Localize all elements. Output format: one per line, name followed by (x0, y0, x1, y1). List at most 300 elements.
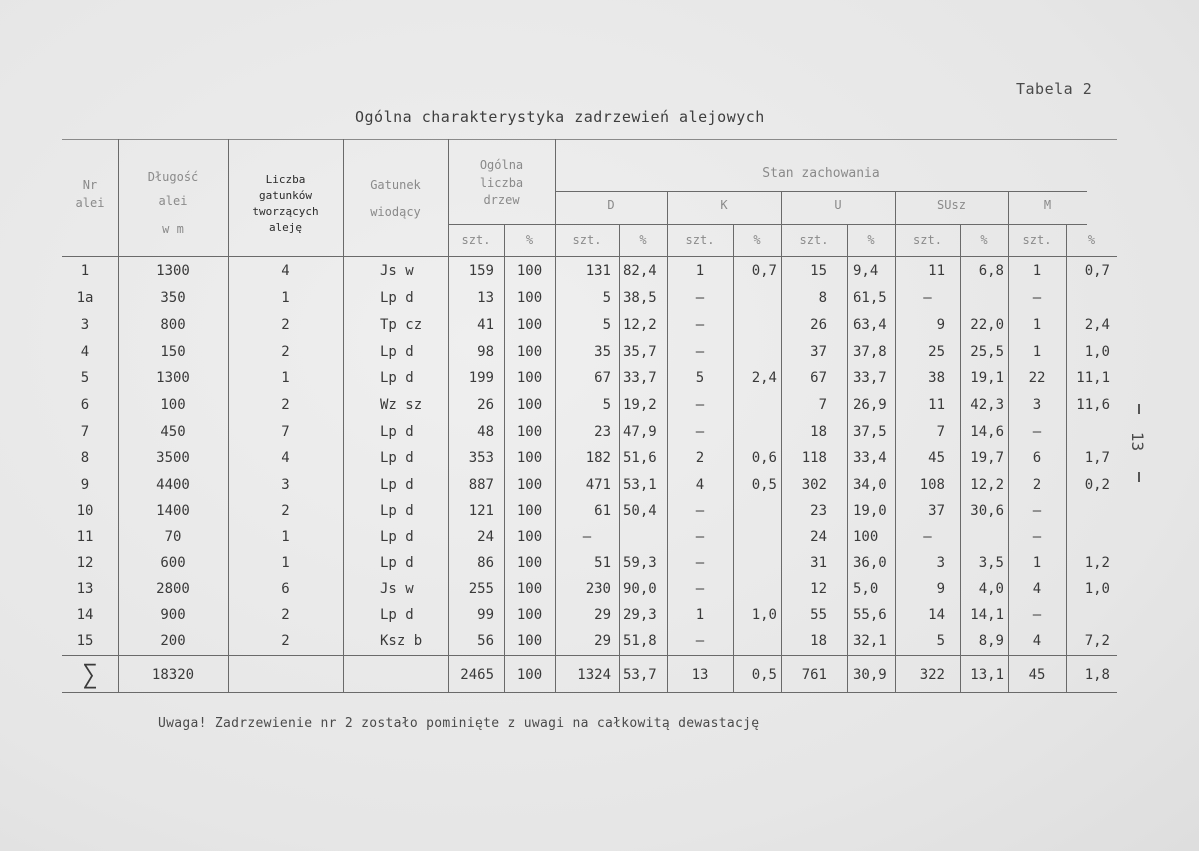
cell-susz-pct: 6,8 (978, 263, 1004, 279)
cell-nr: 1 (80, 263, 90, 279)
cell-nr: 10 (76, 503, 94, 519)
cell-u-pct: 33,4 (853, 450, 887, 466)
cell-total-pct: 100 (516, 477, 543, 493)
table-row (62, 339, 1117, 365)
cell-species-count: 4 (281, 263, 290, 279)
cell-susz-pct: 3,5 (978, 555, 1004, 571)
header-unit-szt: szt. (1022, 233, 1052, 247)
cell-total-pct: 100 (516, 555, 543, 571)
cell-total-count: 99 (477, 607, 494, 623)
header-unit-pct: % (867, 233, 875, 247)
cell-m-count: 6 (1032, 450, 1042, 466)
cell-u-pct: 34,0 (853, 477, 887, 493)
table-row (62, 365, 1117, 391)
cell-k-count: – (695, 397, 705, 413)
table-row (62, 498, 1117, 524)
cell-leading-species: Lp d (380, 555, 414, 571)
cell-u-pct: 36,0 (853, 555, 887, 571)
cell-total-pct: 100 (516, 290, 543, 306)
table-row (62, 285, 1117, 311)
cell-species-count: 2 (281, 633, 290, 649)
cell-leading-species: Lp d (380, 450, 414, 466)
cell-d-pct: 59,3 (623, 555, 657, 571)
cell-leading-species: Lp d (380, 607, 414, 623)
cell-leading-species: Tp cz (380, 317, 423, 333)
cell-species-count (228, 662, 343, 688)
cell-species-count: 2 (281, 607, 290, 623)
cell-total-count: 56 (477, 633, 494, 649)
page-number-dash (1138, 404, 1140, 414)
cell-m-count: 45 (1028, 667, 1046, 683)
cell-total-pct: 100 (516, 263, 543, 279)
cell-d-pct: 82,4 (623, 263, 657, 279)
cell-leading-species: Lp d (380, 477, 414, 493)
cell-m-pct: 1,0 (1084, 344, 1110, 360)
cell-total-pct: 100 (516, 529, 543, 545)
cell-susz-count: 9 (936, 317, 945, 333)
cell-length: 900 (160, 607, 186, 623)
table-row (62, 445, 1117, 471)
cell-d-count: 51 (594, 555, 611, 571)
cell-u-pct: 19,0 (853, 503, 887, 519)
cell-total-pct: 100 (516, 424, 543, 440)
cell-length: 18320 (151, 667, 195, 683)
cell-total-pct: 100 (516, 397, 543, 413)
cell-k-pct (733, 628, 777, 654)
cell-k-count: – (695, 555, 705, 571)
cell-m-count: 4 (1032, 581, 1042, 597)
cell-total-pct: 100 (516, 344, 543, 360)
cell-u-pct: 37,8 (853, 344, 887, 360)
cell-d-count: – (582, 529, 592, 545)
cell-length: 4400 (156, 477, 190, 493)
cell-susz-pct: 8,9 (978, 633, 1004, 649)
cell-susz-pct: 22,0 (970, 317, 1004, 333)
cell-total-pct: 100 (516, 607, 543, 623)
cell-susz-pct: 14,6 (970, 424, 1004, 440)
cell-susz-pct: 30,6 (970, 503, 1004, 519)
cell-k-pct (733, 576, 777, 602)
cell-species-count: 1 (281, 555, 290, 571)
cell-k-count: – (695, 317, 705, 333)
header-unit-pct: % (980, 233, 988, 247)
cell-total-count: 199 (468, 370, 494, 386)
cell-u-count: 37 (810, 344, 827, 360)
cell-leading-species: Lp d (380, 290, 414, 306)
cell-m-count: – (1032, 607, 1042, 623)
table-row (62, 550, 1117, 576)
cell-u-count: 18 (810, 424, 827, 440)
cell-k-pct (733, 550, 777, 576)
cell-susz-pct (960, 524, 1004, 550)
cell-total-pct: 100 (516, 633, 543, 649)
header-unit-pct: % (753, 233, 761, 247)
cell-k-pct (733, 419, 777, 445)
cell-d-count: 5 (602, 397, 611, 413)
cell-d-pct: 29,3 (623, 607, 657, 623)
cell-length: 1300 (156, 370, 190, 386)
cell-species-count: 1 (281, 529, 290, 545)
cell-m-pct: 0,7 (1084, 263, 1110, 279)
table-row (62, 576, 1117, 602)
cell-d-count: 471 (585, 477, 611, 493)
cell-d-pct: 51,8 (623, 633, 657, 649)
cell-leading-species: Wz sz (380, 397, 423, 413)
cell-susz-count: – (923, 290, 932, 306)
table-row (62, 628, 1117, 654)
cell-leading-species: Lp d (380, 529, 414, 545)
cell-k-count: 2 (695, 450, 705, 466)
cell-k-count: – (695, 529, 705, 545)
cell-d-pct: 47,9 (623, 424, 657, 440)
cell-u-pct: 33,7 (853, 370, 887, 386)
cell-m-count: – (1032, 424, 1042, 440)
cell-total-count: 48 (477, 424, 494, 440)
cell-species-count: 2 (281, 503, 290, 519)
cell-d-pct: 53,7 (623, 667, 657, 683)
cell-d-count: 1324 (577, 667, 611, 683)
cell-u-pct: 30,9 (853, 667, 887, 683)
cell-k-count: 1 (695, 607, 705, 623)
header-condition-d: D (607, 198, 615, 212)
cell-u-pct: 5,0 (853, 581, 879, 597)
header-condition-k: K (720, 198, 728, 212)
header-length-unit: w m (162, 222, 184, 236)
table-row (62, 392, 1117, 418)
table-total-row (62, 662, 1117, 688)
cell-k-pct (733, 498, 777, 524)
header-leading-species: Gatunek (370, 178, 421, 192)
header-unit-pct: % (1087, 233, 1096, 247)
cell-length: 100 (160, 397, 186, 413)
cell-u-count: 15 (810, 263, 827, 279)
cell-m-count: 3 (1032, 397, 1042, 413)
cell-u-pct: 63,4 (853, 317, 887, 333)
footnote: Uwaga! Zadrzewienie nr 2 zostało pominięte z uwagi na całkowitą dewastację (158, 716, 760, 731)
cell-k-count: – (695, 581, 705, 597)
cell-total-count: 121 (468, 503, 494, 519)
cell-susz-count: 108 (919, 477, 945, 493)
cell-length: 350 (160, 290, 186, 306)
cell-k-pct: 2,4 (751, 370, 777, 386)
cell-total-count: 887 (468, 477, 494, 493)
cell-k-count: – (695, 503, 705, 519)
cell-u-pct: 61,5 (853, 290, 887, 306)
cell-u-pct: 100 (853, 529, 879, 545)
header-condition: Stan zachowania (762, 166, 880, 181)
cell-u-pct: 9,4 (853, 263, 879, 279)
cell-total-pct: 100 (516, 450, 543, 466)
cell-leading-species: Lp d (380, 344, 414, 360)
cell-nr: 4 (80, 344, 90, 360)
cell-k-pct (733, 339, 777, 365)
cell-k-pct (733, 312, 777, 338)
cell-total-count: 13 (477, 290, 494, 306)
cell-leading-species: Lp d (380, 424, 414, 440)
cell-length: 2800 (156, 581, 190, 597)
cell-total-count: 41 (477, 317, 494, 333)
cell-total-count: 353 (468, 450, 494, 466)
table-row (62, 602, 1117, 628)
header-unit-szt: szt. (685, 233, 715, 247)
header-total-trees: Ogólna (479, 158, 524, 172)
header-species-count-line3: tworzących (252, 205, 319, 218)
cell-k-count: 1 (695, 263, 705, 279)
cell-d-pct: 90,0 (623, 581, 657, 597)
cell-u-count: 761 (801, 667, 827, 683)
cell-susz-pct: 12,2 (970, 477, 1004, 493)
cell-nr: 13 (76, 581, 94, 597)
table-row (62, 419, 1117, 445)
cell-k-pct: 0,7 (751, 263, 777, 279)
cell-susz-pct: 25,5 (970, 344, 1004, 360)
cell-d-count: 5 (602, 317, 611, 333)
header-condition-susz: SUsz (937, 198, 966, 212)
cell-total-count: 159 (468, 263, 494, 279)
cell-k-pct (733, 285, 777, 311)
cell-m-count: 22 (1028, 370, 1046, 386)
cell-m-count: 2 (1032, 477, 1042, 493)
cell-m-pct: 1,2 (1084, 555, 1110, 571)
cell-d-count: 35 (594, 344, 611, 360)
cell-u-count: 18 (810, 633, 827, 649)
cell-nr: 9 (80, 477, 90, 493)
cell-nr: 11 (76, 529, 94, 545)
cell-susz-pct: 14,1 (970, 607, 1004, 623)
cell-d-count: 131 (585, 263, 611, 279)
cell-length: 1300 (156, 263, 190, 279)
cell-d-count: 230 (585, 581, 611, 597)
cell-nr: 14 (76, 607, 94, 623)
cell-nr: 15 (76, 633, 94, 649)
cell-length: 200 (160, 633, 186, 649)
cell-susz-count: 14 (928, 607, 945, 623)
cell-d-count: 5 (602, 290, 611, 306)
cell-u-pct: 37,5 (853, 424, 887, 440)
cell-susz-pct: 19,1 (970, 370, 1004, 386)
cell-d-pct: 53,1 (623, 477, 657, 493)
cell-susz-count: 3 (936, 555, 945, 571)
cell-u-count: 12 (810, 581, 827, 597)
header-nr: Nr (82, 178, 98, 192)
cell-d-pct: 12,2 (623, 317, 657, 333)
cell-m-pct: 11,6 (1076, 397, 1110, 413)
cell-m-pct (1066, 524, 1110, 550)
header-leading-species-line2: wiodący (370, 205, 421, 219)
cell-k-pct: 0,6 (751, 450, 777, 466)
cell-m-pct: 1,7 (1084, 450, 1110, 466)
table-label: Tabela 2 (1016, 80, 1093, 98)
cell-nr: 6 (80, 397, 90, 413)
cell-u-count: 67 (810, 370, 827, 386)
cell-d-pct: 19,2 (623, 397, 657, 413)
cell-length: 800 (160, 317, 186, 333)
cell-species-count: 6 (281, 581, 290, 597)
cell-susz-count: 37 (928, 503, 945, 519)
cell-u-count: 26 (810, 317, 827, 333)
cell-k-count: 4 (695, 477, 705, 493)
cell-u-count: 23 (810, 503, 827, 519)
cell-u-pct: 32,1 (853, 633, 887, 649)
cell-susz-count: 45 (928, 450, 945, 466)
page-number-dash (1138, 472, 1140, 482)
table-row (62, 312, 1117, 338)
cell-total-pct: 100 (516, 667, 543, 683)
cell-k-count: 5 (695, 370, 705, 386)
table-title: Ogólna charakterystyka zadrzewień alejowych (355, 108, 765, 126)
cell-nr: 3 (80, 317, 90, 333)
cell-susz-count: 7 (936, 424, 945, 440)
cell-d-pct: 33,7 (623, 370, 657, 386)
cell-total-pct: 100 (516, 317, 543, 333)
cell-k-pct (733, 524, 777, 550)
cell-leading-species (380, 662, 448, 688)
cell-susz-pct: 19,7 (970, 450, 1004, 466)
cell-leading-species: Js w (380, 263, 414, 279)
cell-m-count: – (1032, 529, 1042, 545)
header-nr-line2: alei (75, 196, 105, 210)
cell-length: 70 (164, 529, 182, 545)
cell-m-count: – (1032, 290, 1042, 306)
cell-susz-pct: 13,1 (970, 667, 1004, 683)
cell-nr: 1a (76, 290, 94, 306)
cell-m-pct (1066, 419, 1110, 445)
header-condition-m: M (1043, 198, 1052, 212)
cell-total-count: 2465 (460, 667, 494, 683)
cell-total-count: 98 (477, 344, 494, 360)
cell-k-count: – (695, 633, 705, 649)
cell-leading-species: Lp d (380, 370, 414, 386)
cell-d-count: 61 (594, 503, 611, 519)
cell-nr: 5 (80, 370, 90, 386)
cell-susz-count: 5 (936, 633, 945, 649)
cell-d-count: 182 (585, 450, 611, 466)
cell-susz-pct (960, 285, 1004, 311)
table-row (62, 472, 1117, 498)
header-unit-pct: % (639, 233, 647, 247)
cell-total-pct: 100 (516, 370, 543, 386)
cell-susz-count: – (923, 529, 932, 545)
cell-species-count: 1 (281, 370, 290, 386)
cell-susz-count: 25 (928, 344, 945, 360)
cell-total-count: 86 (477, 555, 494, 571)
cell-m-pct (1066, 602, 1110, 628)
cell-susz-pct: 4,0 (978, 581, 1004, 597)
cell-nr: 8 (80, 450, 90, 466)
header-unit-szt: szt. (913, 233, 942, 247)
cell-leading-species: Ksz b (380, 633, 423, 649)
cell-total-count: 26 (477, 397, 494, 413)
cell-u-pct: 26,9 (853, 397, 887, 413)
cell-length: 3500 (156, 450, 190, 466)
cell-species-count: 3 (281, 477, 290, 493)
cell-m-count: 1 (1032, 344, 1042, 360)
cell-k-pct: 0,5 (751, 667, 777, 683)
cell-length: 150 (160, 344, 186, 360)
cell-k-count: – (695, 344, 705, 360)
header-unit-szt: szt. (572, 233, 602, 247)
cell-total-count: 24 (477, 529, 494, 545)
header-unit-szt: szt. (461, 233, 491, 247)
cell-m-pct: 0,2 (1084, 477, 1110, 493)
cell-m-pct: 11,1 (1076, 370, 1110, 386)
cell-nr: 7 (80, 424, 90, 440)
cell-m-count: 4 (1032, 633, 1042, 649)
cell-susz-count: 38 (928, 370, 945, 386)
cell-m-count: 1 (1032, 555, 1042, 571)
cell-length: 1400 (156, 503, 190, 519)
header-species-count: Liczba (265, 173, 306, 186)
cell-length: 450 (160, 424, 186, 440)
cell-d-pct: 38,5 (623, 290, 657, 306)
table-row (62, 258, 1117, 284)
header-unit-pct: % (525, 233, 534, 247)
cell-d-pct: 51,6 (623, 450, 657, 466)
cell-susz-count: 9 (936, 581, 945, 597)
header-total-trees-line2: liczba (479, 176, 524, 190)
cell-m-pct (1066, 498, 1110, 524)
cell-nr: 12 (76, 555, 94, 571)
cell-total-pct: 100 (516, 581, 543, 597)
cell-total-pct: 100 (516, 503, 543, 519)
cell-species-count: 2 (281, 344, 290, 360)
cell-length: 600 (160, 555, 186, 571)
cell-k-count: – (695, 424, 705, 440)
cell-d-count: 29 (594, 607, 611, 623)
cell-susz-count: 11 (928, 397, 945, 413)
cell-species-count: 1 (281, 290, 290, 306)
cell-d-pct: 50,4 (623, 503, 657, 519)
cell-u-pct: 55,6 (853, 607, 887, 623)
cell-k-count: – (695, 290, 705, 306)
header-length: Długość (147, 170, 199, 184)
cell-k-count: 13 (691, 667, 709, 683)
cell-d-pct (623, 524, 667, 550)
cell-k-pct (733, 392, 777, 418)
header-unit-szt: szt. (799, 233, 829, 247)
cell-m-pct: 2,4 (1084, 317, 1110, 333)
header-length-line2: alei (158, 194, 188, 208)
cell-susz-count: 11 (928, 263, 945, 279)
cell-m-count: 1 (1032, 317, 1042, 333)
cell-k-pct: 0,5 (751, 477, 777, 493)
cell-m-pct (1066, 285, 1110, 311)
page-number: 13 (1128, 431, 1148, 452)
sum-symbol: ∑ (82, 660, 98, 690)
cell-susz-count: 322 (919, 667, 945, 683)
cell-species-count: 2 (281, 317, 290, 333)
cell-leading-species: Js w (380, 581, 414, 597)
cell-susz-pct: 42,3 (970, 397, 1004, 413)
cell-u-count: 24 (810, 529, 827, 545)
cell-leading-species: Lp d (380, 503, 414, 519)
cell-species-count: 2 (281, 397, 290, 413)
header-species-count-line2: gatunków (259, 189, 312, 202)
table-row (62, 524, 1117, 550)
cell-m-pct: 7,2 (1084, 633, 1110, 649)
cell-d-count: 23 (594, 424, 611, 440)
header-total-trees-line3: drzew (483, 193, 520, 207)
cell-m-count: – (1032, 503, 1042, 519)
cell-u-count: 7 (818, 397, 827, 413)
cell-species-count: 7 (281, 424, 290, 440)
cell-u-count: 31 (810, 555, 827, 571)
cell-d-count: 29 (594, 633, 611, 649)
cell-u-count: 118 (801, 450, 827, 466)
cell-total-count: 255 (468, 581, 494, 597)
cell-u-count: 55 (810, 607, 827, 623)
cell-d-pct: 35,7 (623, 344, 657, 360)
